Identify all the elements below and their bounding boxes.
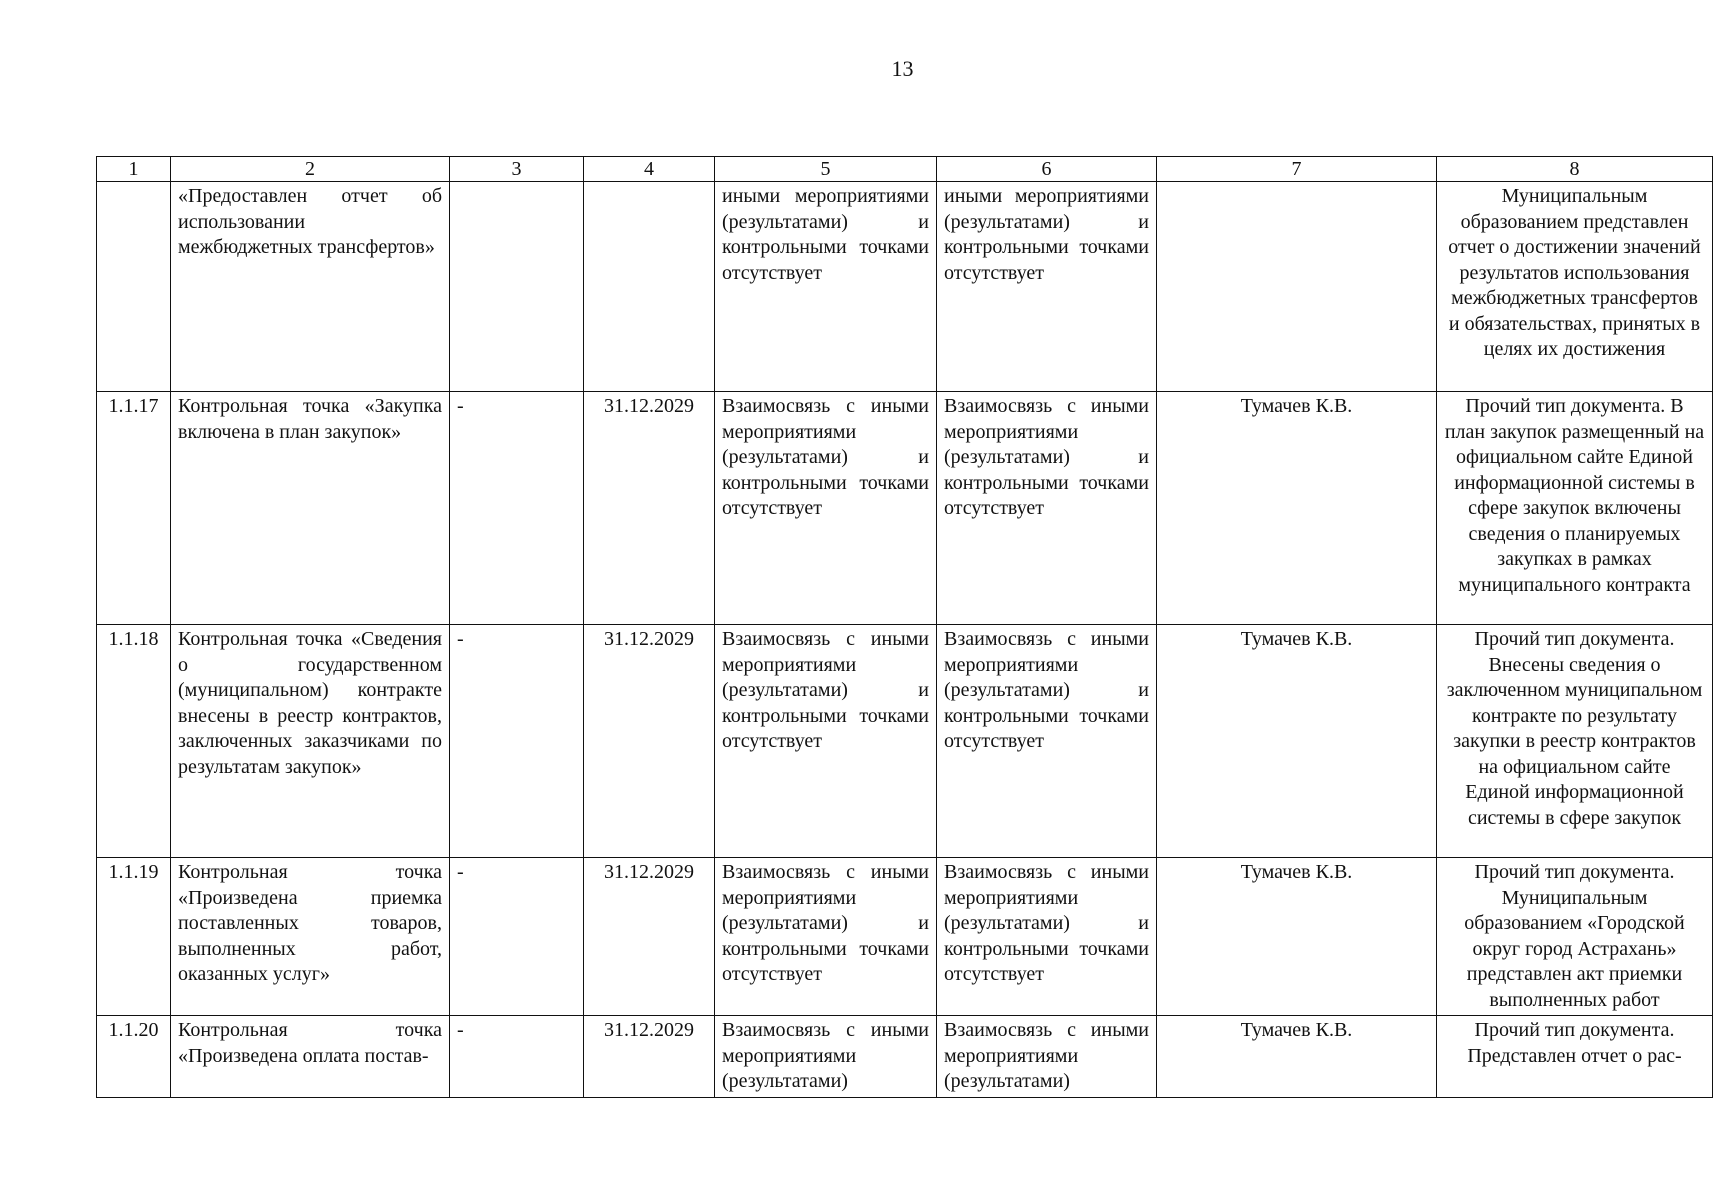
responsible-person	[1157, 182, 1437, 392]
page-number: 13	[891, 56, 914, 81]
column-header: 3	[450, 157, 584, 182]
deadline-date: 31.12.2029	[584, 1016, 715, 1098]
relation-cell-6: Взаимосвязь с иными мероприятиями (результатами) и контрольными точками отсутствует	[937, 392, 1157, 625]
cell-col3: -	[450, 1016, 584, 1098]
plan-table	[96, 156, 1713, 1098]
event-name: «Предоставлен отчет об использовании межбюджетных трансфертов»	[171, 182, 450, 392]
document-description: Прочий тип документа. Муниципальным образованием «Городской округ город Астрахань» представлен акт приемки выполненных работ	[1437, 858, 1713, 1016]
table-row	[97, 182, 1713, 392]
relation-cell-5: Взаимосвязь с иными мероприятиями (результатами) и контрольными точками отсутствует	[715, 392, 937, 625]
deadline-date: 31.12.2029	[584, 625, 715, 858]
relation-cell-6: иными мероприятиями (результатами) и контрольными точками отсутствует	[937, 182, 1157, 392]
relation-cell-6: Взаимосвязь с иными мероприятиями (результатами) и контрольными точками отсутствует	[937, 625, 1157, 858]
deadline-date: 31.12.2029	[584, 858, 715, 1016]
cell-col3: -	[450, 625, 584, 858]
column-header: 8	[1437, 157, 1713, 182]
event-name: Контрольная точка «Произведена приемка поставленных товаров, выполненных работ, оказанных услуг»	[171, 858, 450, 1016]
document-description: Прочий тип документа. В план закупок размещенный на официальном сайте Единой информационной системы в сфере закупок включены сведения о планируемых закупках в рамках муниципального контракта	[1437, 392, 1713, 625]
event-name: Контрольная точка «Закупка включена в план закупок»	[171, 392, 450, 625]
document-description: Муниципальным образованием представлен отчет о достижении значений результатов использования межбюджетных трансфертов и обязательствах, принятых в целях их достижения	[1437, 182, 1713, 392]
event-name: Контрольная точка «Сведения о государственном (муниципальном) контракте внесены в реестр контрактов, заключенных заказчиками по результатам закупок»	[171, 625, 450, 858]
table-row	[97, 858, 1713, 1016]
responsible-person: Тумачев К.В.	[1157, 1016, 1437, 1098]
responsible-person: Тумачев К.В.	[1157, 625, 1437, 858]
deadline-date	[584, 182, 715, 392]
column-header: 1	[97, 157, 171, 182]
row-number: 1.1.17	[97, 392, 171, 625]
column-header: 5	[715, 157, 937, 182]
document-description: Прочий тип документа. Представлен отчет о рас-	[1437, 1016, 1713, 1098]
relation-cell-6: Взаимосвязь с иными мероприятиями (результатами) и контрольными точками отсутствует	[937, 858, 1157, 1016]
relation-cell-6: Взаимосвязь с иными мероприятиями (результатами)	[937, 1016, 1157, 1098]
table-row	[97, 625, 1713, 858]
column-header: 4	[584, 157, 715, 182]
relation-cell-5: иными мероприятиями (результатами) и контрольными точками отсутствует	[715, 182, 937, 392]
event-name: Контрольная точка «Произведена оплата постав-	[171, 1016, 450, 1098]
relation-cell-5: Взаимосвязь с иными мероприятиями (результатами) и контрольными точками отсутствует	[715, 858, 937, 1016]
responsible-person: Тумачев К.В.	[1157, 392, 1437, 625]
header-row	[97, 157, 1713, 182]
responsible-person: Тумачев К.В.	[1157, 858, 1437, 1016]
relation-cell-5: Взаимосвязь с иными мероприятиями (результатами) и контрольными точками отсутствует	[715, 625, 937, 858]
row-number: 1.1.19	[97, 858, 171, 1016]
cell-col3: -	[450, 392, 584, 625]
row-number	[97, 182, 171, 392]
table-row	[97, 392, 1713, 625]
row-number: 1.1.20	[97, 1016, 171, 1098]
table-row	[97, 1016, 1713, 1098]
document-description: Прочий тип документа. Внесены сведения о заключенном муниципальном контракте по результату закупки в реестр контрактов на официальном сайте Единой информационной системы в сфере закупок	[1437, 625, 1713, 858]
cell-col3: -	[450, 858, 584, 1016]
cell-col3	[450, 182, 584, 392]
column-header: 2	[171, 157, 450, 182]
column-header: 6	[937, 157, 1157, 182]
column-header: 7	[1157, 157, 1437, 182]
relation-cell-5: Взаимосвязь с иными мероприятиями (результатами)	[715, 1016, 937, 1098]
row-number: 1.1.18	[97, 625, 171, 858]
deadline-date: 31.12.2029	[584, 392, 715, 625]
